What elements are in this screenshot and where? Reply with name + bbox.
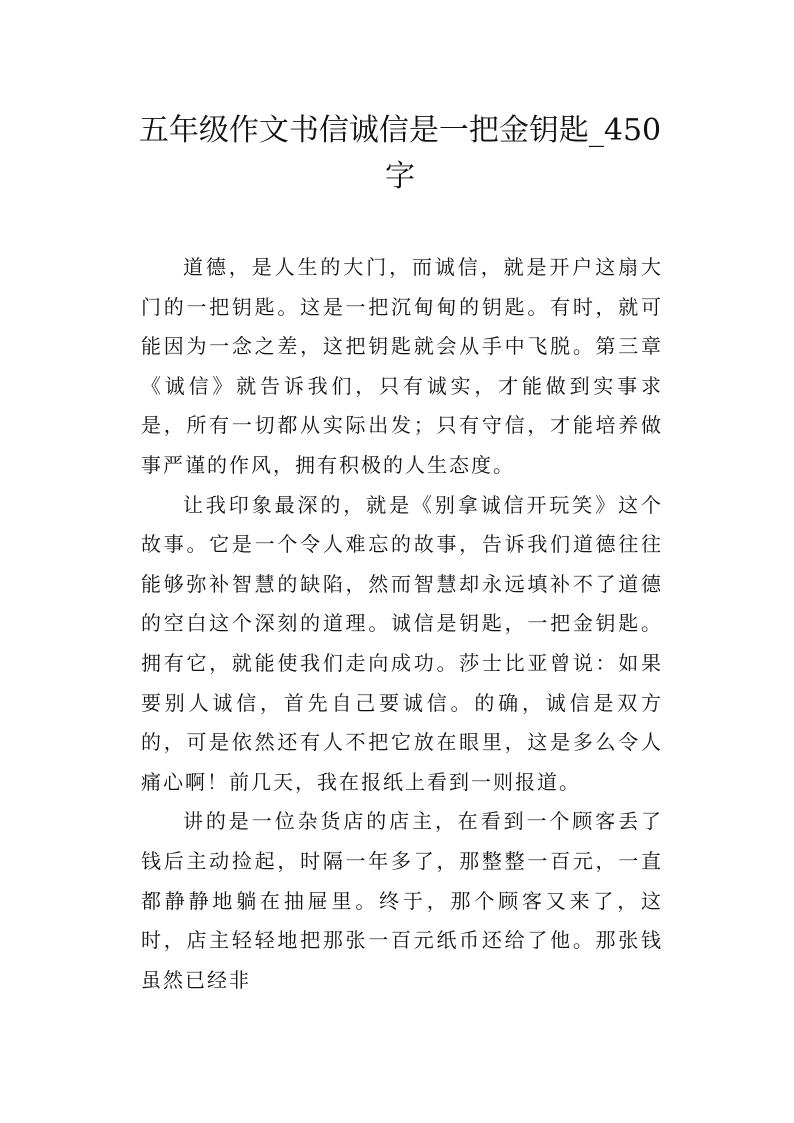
paragraph-2: 让我印象最深的，就是《别拿诚信开玩笑》这个故事。它是一个令人难忘的故事，告诉我们道德往往能够弥补智慧的缺陷，然而智慧却永远填补不了道德的空白这个深刻的道理。诚信是钥匙，一把金钥匙。拥有它，就能使我们走向成功。莎士比亚曾说：如果要别人诚信，首先自己要诚信。的确，诚信是双方的，可是依然还有人不把它放在眼里，这是多么令人痛心啊！前几天，我在报纸上看到一则报道。 — [141, 492, 663, 794]
document-body — [141, 248, 663, 1000]
document-title: 五年级作文书信诚信是一把金钥匙_450字 — [138, 113, 662, 194]
paragraph-3: 讲的是一位杂货店的店主，在看到一个顾客丢了钱后主动捡起，时隔一年多了，那整整一百元，一直都静静地躺在抽屉里。终于，那个顾客又来了，这时，店主轻轻地把那张一百元纸币还给了他。那张钱虽然已经非 — [141, 809, 663, 992]
paragraph-1: 道德，是人生的大门，而诚信，就是开户这扇大门的一把钥匙。这是一把沉甸甸的钥匙。有时，就可能因为一念之差，这把钥匙就会从手中飞脱。第三章《诚信》就告诉我们，只有诚实，才能做到实事求是，所有一切都从实际出发；只有守信，才能培养做事严谨的作风，拥有积极的人生态度。 — [141, 255, 663, 477]
